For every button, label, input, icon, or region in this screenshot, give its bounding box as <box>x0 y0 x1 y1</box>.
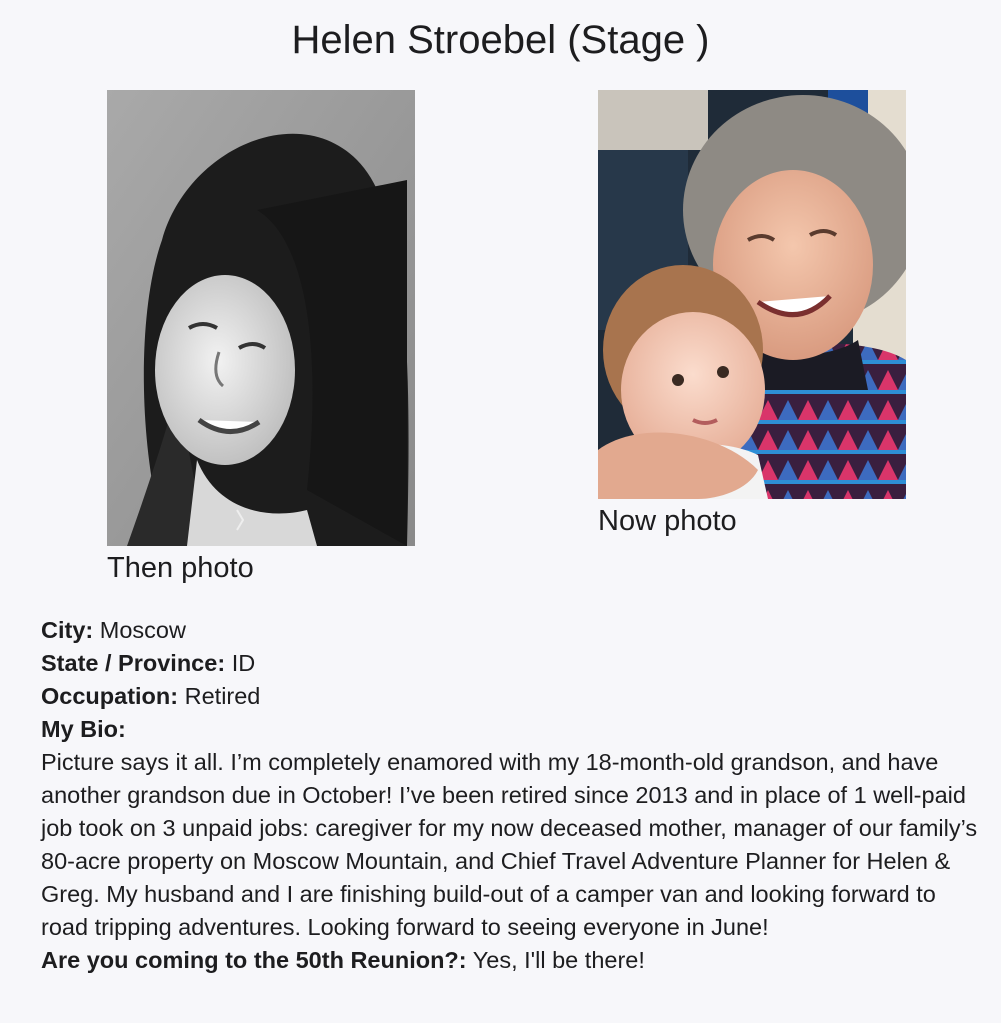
city-label: City: <box>41 617 94 643</box>
state-label: State / Province: <box>41 650 226 676</box>
now-photo-block <box>598 90 906 539</box>
bio-text: Picture says it all. I’m completely enamored with my 18-month-old grandson, and have another grandson due in October! I’ve been retired since 2013 and in place of 1 well-paid job took on 3 unpaid jobs: caregiver for my now deceased mother, manager of our family’s 80-acre property on Moscow Mountain, and Chief Travel Adventure Planner for Helen & Greg. My husband and I are finishing build-out of a camper van and looking forward to road tripping adventures. Looking forward to seeing everyone in June! <box>41 749 978 940</box>
now-photo <box>598 90 906 499</box>
then-photo-caption: Then photo <box>107 552 254 584</box>
city-row <box>41 614 981 647</box>
page-title: Helen Stroebel (Stage ) <box>291 18 710 62</box>
profile-details <box>41 614 981 977</box>
state-row <box>41 647 981 680</box>
bio-label: My Bio: <box>41 716 126 742</box>
occupation-value: Retired <box>184 683 261 709</box>
then-photo <box>107 90 415 546</box>
reunion-value: Yes, I'll be there! <box>472 947 645 973</box>
bio-label-row <box>41 713 981 746</box>
now-photo-caption: Now photo <box>598 505 737 537</box>
occupation-row <box>41 680 981 713</box>
then-photo-block <box>107 90 415 586</box>
reunion-label: Are you coming to the 50th Reunion?: <box>41 947 467 973</box>
reunion-row <box>41 944 981 977</box>
occupation-label: Occupation: <box>41 683 179 709</box>
city-value: Moscow <box>99 617 186 643</box>
state-value: ID <box>231 650 256 676</box>
